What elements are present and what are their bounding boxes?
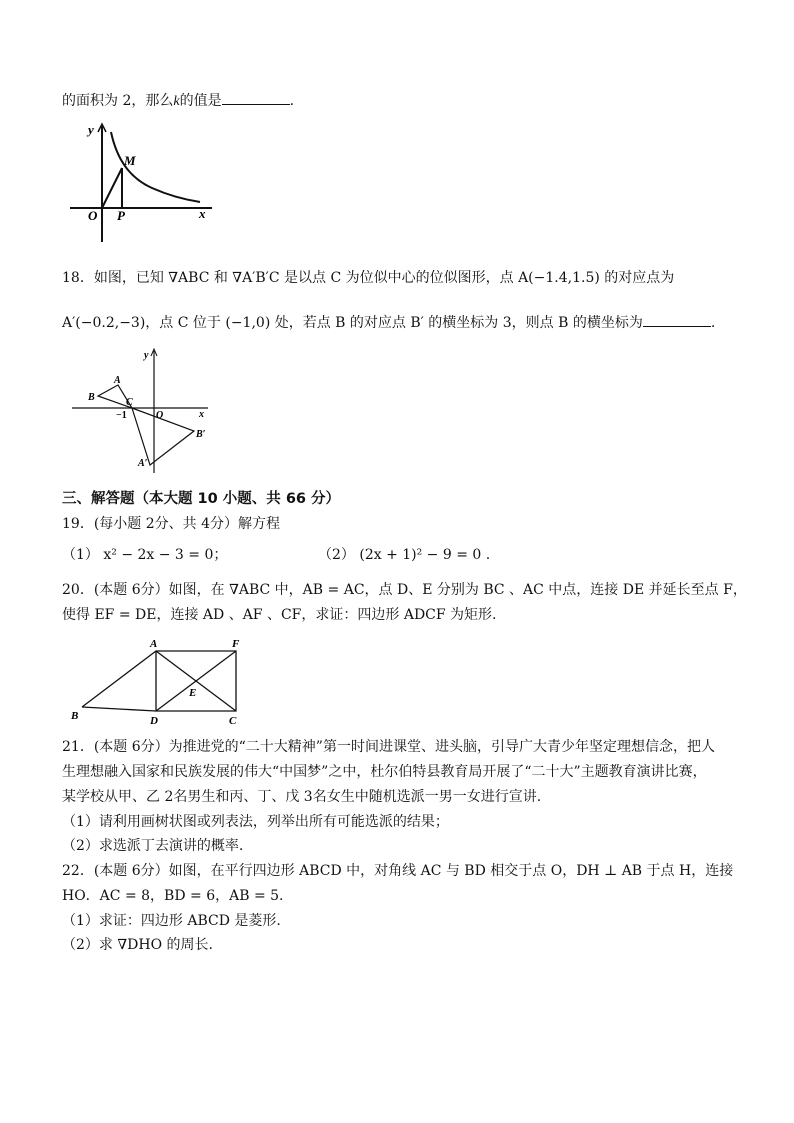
q17-end-punct: .: [289, 93, 295, 109]
q20-label-e: E: [189, 687, 197, 699]
q17-k-variable: k: [173, 94, 180, 109]
q17-label-x: x: [199, 206, 206, 221]
q18-line2: [62, 312, 715, 333]
q17-label-y: y: [88, 122, 94, 137]
q17-label-o: O: [88, 208, 98, 223]
q18-line1: 18．如图，已知 ∇ABC 和 ∇A′B′C 是以点 C 为位似中心的位似图形，点 A(−1.4,1.5) 的对应点为: [62, 270, 675, 286]
q21-line3: 某学校从甲、乙 2名男生和丙、丁、戊 3名女生中随机选派一男一女进行宣讲.: [62, 789, 542, 805]
q20-label-f: F: [232, 638, 240, 650]
q20-figure: [66, 635, 256, 727]
q20-outline: [82, 651, 236, 711]
q21-part1: （1）请利用画树状图或列表法，列举出所有可能选派的结果；: [62, 814, 449, 830]
q19-stem: 19．(每小题 2分、共 4分）解方程: [62, 516, 280, 532]
q19-part1: （1） x² − 2x − 3 = 0；: [62, 547, 228, 563]
q17-tail-text: 的面积为 2，那么: [62, 93, 174, 109]
q18-end-punct: .: [710, 315, 716, 331]
q18-label-o: O: [156, 410, 164, 421]
q18-label-x: x: [199, 409, 204, 420]
q18-figure: [66, 345, 226, 477]
q17-label-m: M: [124, 153, 136, 168]
q18-label-bp: B′: [196, 429, 206, 440]
q21-line1: 21．(本题 6分）为推进党的“二十大精神”第一时间进课堂、进头脑，引导广大青少年坚定理想信念，把人: [62, 739, 715, 755]
q17-segment-om: [102, 168, 122, 208]
q17-label-p: P: [117, 208, 125, 223]
q18-line2-text: A′(−0.2,−3)，点 C 位于 (−1,0) 处，若点 B 的对应点 B′ 的横坐标为 3，则点 B 的横坐标为: [62, 315, 643, 331]
q19-part2: （2） (2x + 1)² − 9 = 0 .: [318, 547, 491, 563]
q17-answer-blank[interactable]: [222, 90, 290, 105]
q22-part2: （2）求 ∇DHO 的周长.: [62, 937, 213, 953]
q18-label-a: A: [114, 375, 121, 386]
q20-label-a: A: [150, 638, 158, 650]
q18-label-c: C: [126, 397, 133, 408]
q20-line1: 20．(本题 6分）如图，在 ∇ABC 中，AB = AC，点 D、E 分别为 BC 、AC 中点，连接 DE 并延长至点 F，: [62, 582, 747, 598]
q18-label-b: B: [88, 392, 95, 403]
q18-label-neg1: −1: [116, 410, 127, 421]
q20-label-d: D: [150, 715, 158, 727]
q20-line2: 使得 EF = DE，连接 AD 、AF 、CF，求证：四边形 ADCF 为矩形.: [62, 607, 497, 623]
q22-line2: HO．AC = 8，BD = 6，AB = 5.: [62, 888, 284, 904]
q22-line1: 22．(本题 6分）如图，在平行四边形 ABCD 中，对角线 AC 与 BD 相交于点 O，DH ⊥ AB 于点 H，连接: [62, 863, 734, 879]
q20-label-c: C: [229, 715, 237, 727]
q18-label-y: y: [144, 350, 149, 361]
q18-label-ap: A′: [138, 458, 148, 469]
q22-part1: （1）求证：四边形 ABCD 是菱形.: [62, 913, 281, 929]
q17-tail-text2: 的值是: [179, 93, 222, 109]
q20-label-b: B: [71, 710, 79, 722]
q17-tail-line: [62, 90, 294, 112]
q17-figure: [62, 120, 222, 246]
q21-part2: （2）求选派丁去演讲的概率.: [62, 838, 244, 854]
q21-line2: 生理想融入国家和民族发展的伟大“中国梦”之中，杜尔伯特县教育局开展了“二十大”主题教育演讲比赛，: [62, 764, 707, 780]
section-3-title: 三、解答题（本大题 10 小题、共 66 分）: [62, 491, 341, 507]
q18-answer-blank[interactable]: [643, 312, 711, 327]
